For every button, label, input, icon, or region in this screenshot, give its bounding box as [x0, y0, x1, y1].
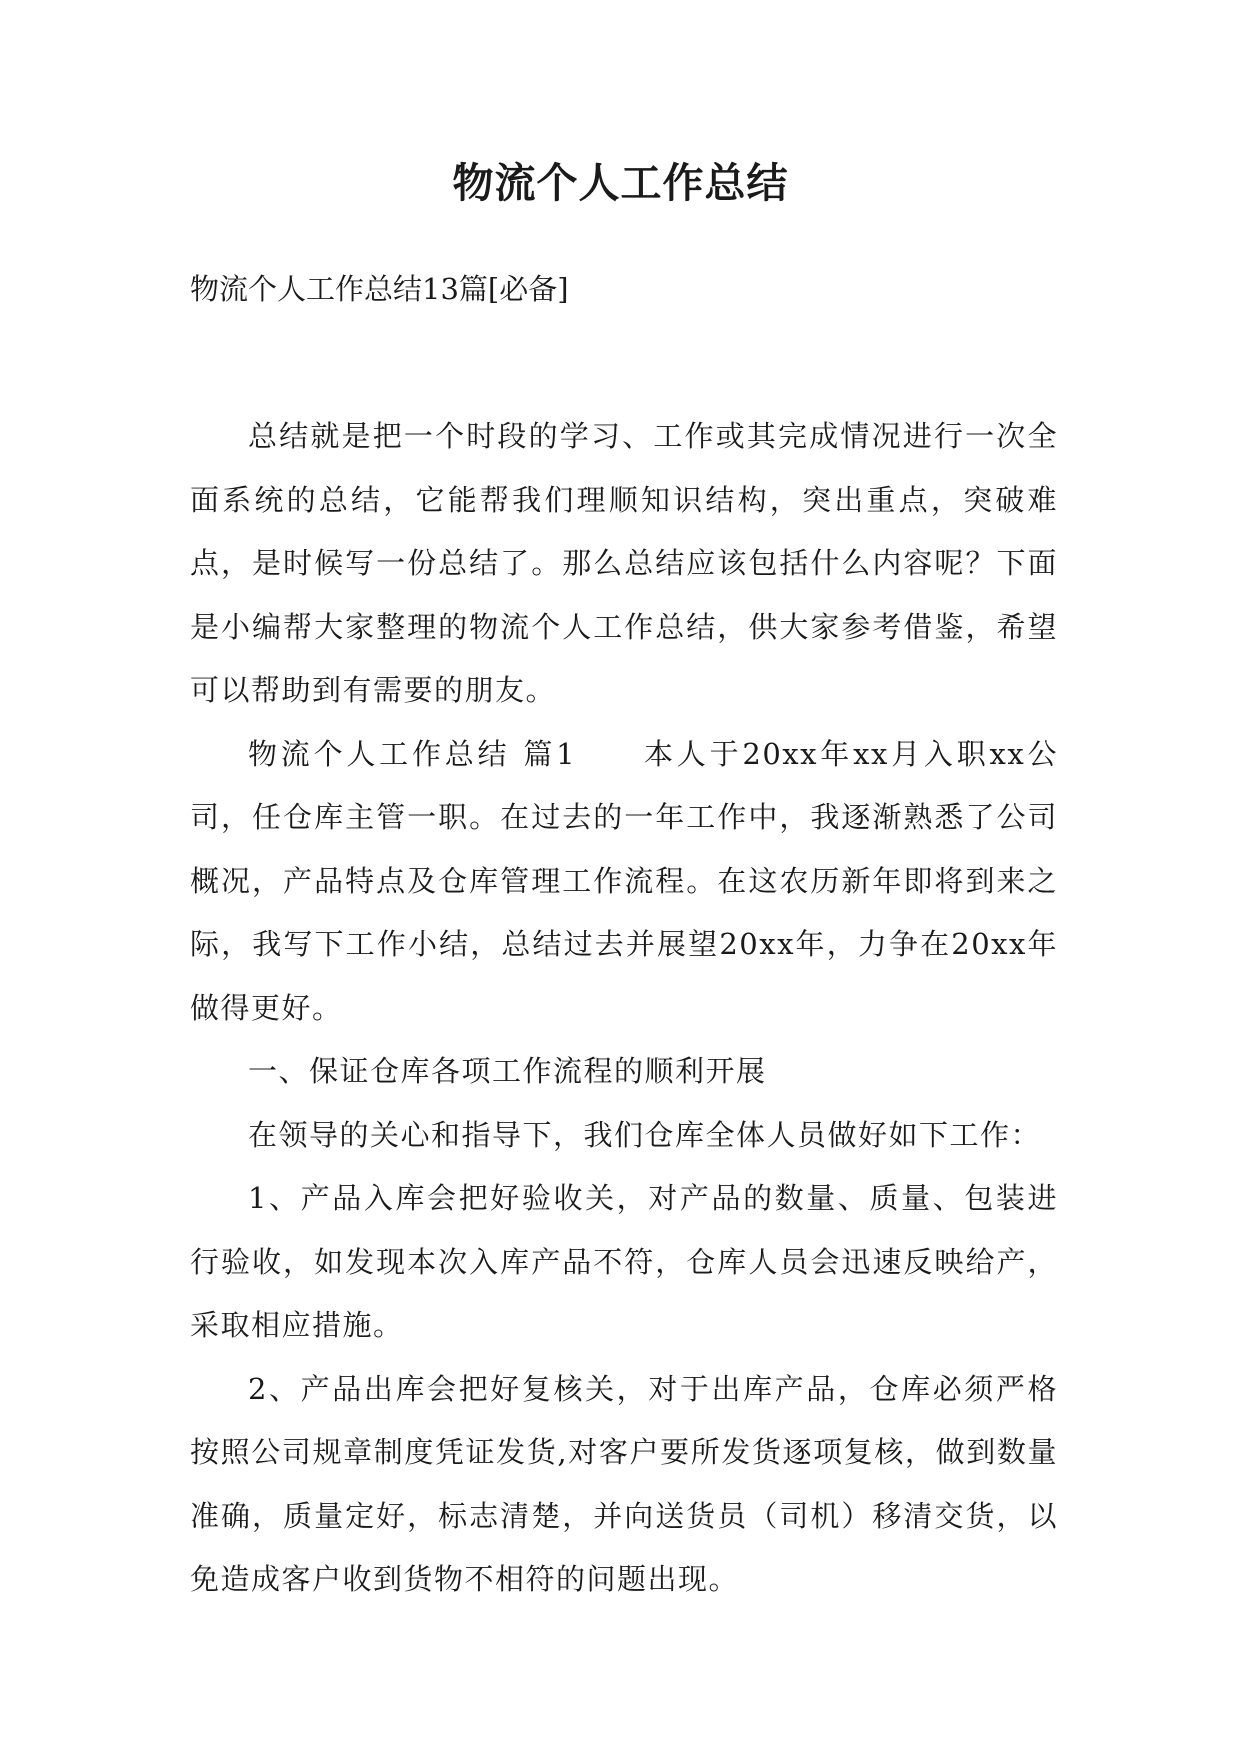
intro-paragraph: 总结就是把一个时段的学习、工作或其完成情况进行一次全面系统的总结，它能帮我们理顺知识结构，突出重点，突破难点，是时候写一份总结了。那么总结应该包括什么内容呢？下面是小编帮大家整理的物流个人工作总结，供大家参考借鉴，希望可以帮助到有需要的朋友。 — [190, 419, 1058, 707]
section-1-paragraph: 物流个人工作总结 篇1 本人于20xx年xx月入职xx公司，任仓库主管一职。在过去的一年工作中，我逐渐熟悉了公司概况，产品特点及仓库管理工作流程。在这农历新年即将到来之际，我写下工作小结，总结过去并展望20xx年，力争在20xx年做得更好。 — [190, 736, 1058, 1025]
heading-paragraph: 一、保证仓库各项工作流程的顺利开展 — [248, 1054, 767, 1088]
document-subtitle: 物流个人工作总结13篇[必备] — [190, 272, 569, 306]
item-2-paragraph: 2、产品出库会把好复核关，对于出库产品，仓库必须严格按照公司规章制度凭证发货,对客户要所发货逐项复核，做到数量准确，质量定好，标志清楚，并向送货员（司机）移清交货，以免造成客户收到货物不相符的问题出现。 — [190, 1371, 1058, 1596]
leadership-paragraph: 在领导的关心和指导下，我们仓库全体人员做好如下工作： — [248, 1117, 1042, 1152]
document-title: 物流个人工作总结 — [452, 159, 789, 207]
document-body — [190, 405, 1058, 1612]
item-1-paragraph: 1、产品入库会把好验收关，对产品的数量、质量、包装进行验收，如发现本次入库产品不符，仓库人员会迅速反映给产，采取相应措施。 — [190, 1181, 1058, 1342]
